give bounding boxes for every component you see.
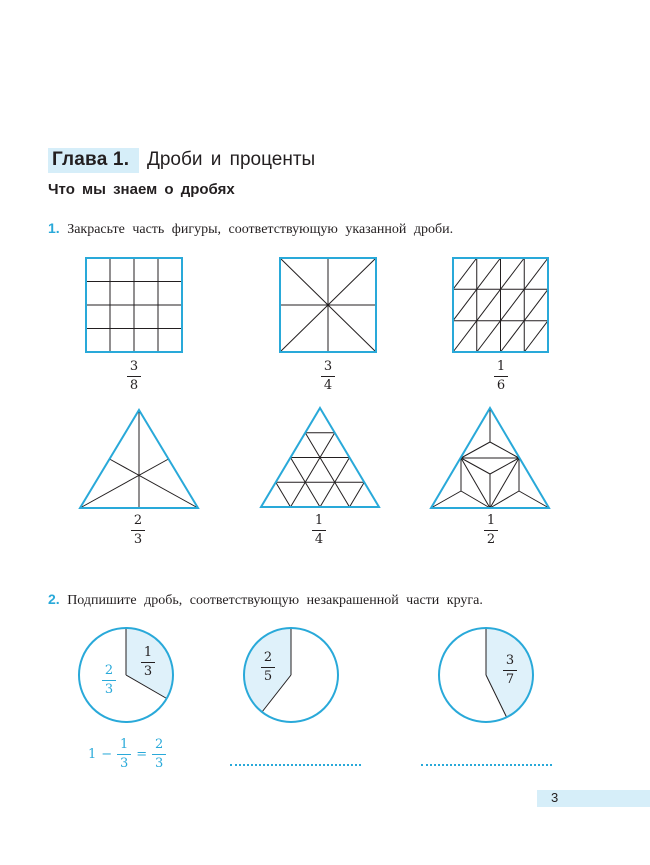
- page-number: 3: [551, 790, 559, 805]
- triangle-16-small-figure[interactable]: [261, 408, 379, 507]
- numerator: 3: [505, 653, 515, 668]
- fraction-bar: [131, 530, 145, 531]
- denominator: 3: [154, 756, 164, 771]
- answer-field-circle-3[interactable]: [421, 764, 552, 766]
- task-number: 2.: [48, 591, 60, 607]
- circle-2-figure: [243, 627, 339, 723]
- triangle-medians-figure[interactable]: [80, 410, 198, 508]
- task-text: Закрасьте часть фигуры, соответствующую указанной дроби.: [67, 222, 454, 237]
- denominator: 3: [104, 682, 114, 697]
- denominator: 3: [143, 664, 153, 679]
- fraction-label: [321, 360, 335, 393]
- fraction-bar: [127, 376, 141, 377]
- shaded-fraction: [503, 654, 517, 687]
- answer-field-circle-2[interactable]: [230, 764, 361, 766]
- fraction-bar: [261, 667, 275, 668]
- fraction-bar: [102, 680, 116, 681]
- fraction-bar: [321, 376, 335, 377]
- square-grid-4x4-figure[interactable]: [86, 258, 182, 352]
- fraction-label: [494, 360, 508, 393]
- denominator: 5: [263, 669, 273, 684]
- denominator: 4: [323, 378, 333, 393]
- whole: 1: [88, 747, 97, 762]
- fraction-bar: [312, 530, 326, 531]
- minus-sign: −: [101, 747, 113, 762]
- circle-3-figure: [438, 627, 534, 723]
- unshaded-fraction: [102, 664, 116, 697]
- denominator: 6: [496, 378, 506, 393]
- shaded-fraction: [141, 646, 155, 679]
- task-2: [48, 591, 483, 609]
- denominator: 8: [129, 378, 139, 393]
- fraction-bar: [152, 754, 166, 755]
- numerator: 2: [154, 737, 164, 752]
- denominator: 3: [133, 532, 143, 547]
- numerator: 1: [314, 513, 324, 528]
- numerator: 1: [496, 359, 506, 374]
- fraction-bar: [117, 754, 131, 755]
- square-8-triangles-figure[interactable]: [280, 258, 376, 352]
- numerator: 3: [129, 359, 139, 374]
- fraction-label: [484, 514, 498, 547]
- fraction-label: [312, 514, 326, 547]
- numerator: 1: [486, 513, 496, 528]
- denominator: 4: [314, 532, 324, 547]
- numerator: 2: [133, 513, 143, 528]
- fraction-label: [127, 360, 141, 393]
- shaded-fraction: [261, 651, 275, 684]
- fraction-bar: [141, 662, 155, 663]
- denominator: 7: [505, 672, 515, 687]
- denominator: 3: [120, 756, 129, 771]
- task-number: 1.: [48, 220, 60, 236]
- fraction-label: [131, 514, 145, 547]
- task-text: Подпишите дробь, соответствующую незакрашенной части круга.: [67, 593, 483, 608]
- numerator: 2: [104, 663, 114, 678]
- fraction-bar: [484, 530, 498, 531]
- example-equation: [88, 738, 166, 771]
- numerator: 2: [263, 650, 273, 665]
- denominator: 2: [486, 532, 496, 547]
- square-grid-diagonals-figure[interactable]: [453, 258, 548, 352]
- fraction-bar: [494, 376, 508, 377]
- numerator: 1: [143, 645, 153, 660]
- numerator: 1: [120, 737, 129, 752]
- equals-sign: =: [136, 747, 148, 762]
- fraction-bar: [503, 670, 517, 671]
- chapter-label: Глава 1.: [52, 149, 130, 170]
- numerator: 3: [323, 359, 333, 374]
- task-1: [48, 220, 453, 238]
- fraction: [117, 738, 131, 771]
- chapter-title: Дроби и проценты: [147, 149, 316, 170]
- fraction: [152, 738, 166, 771]
- section-title: Что мы знаем о дробях: [48, 181, 235, 198]
- triangle-cube-pattern-figure[interactable]: [431, 408, 549, 508]
- circle-1-figure: [78, 627, 174, 723]
